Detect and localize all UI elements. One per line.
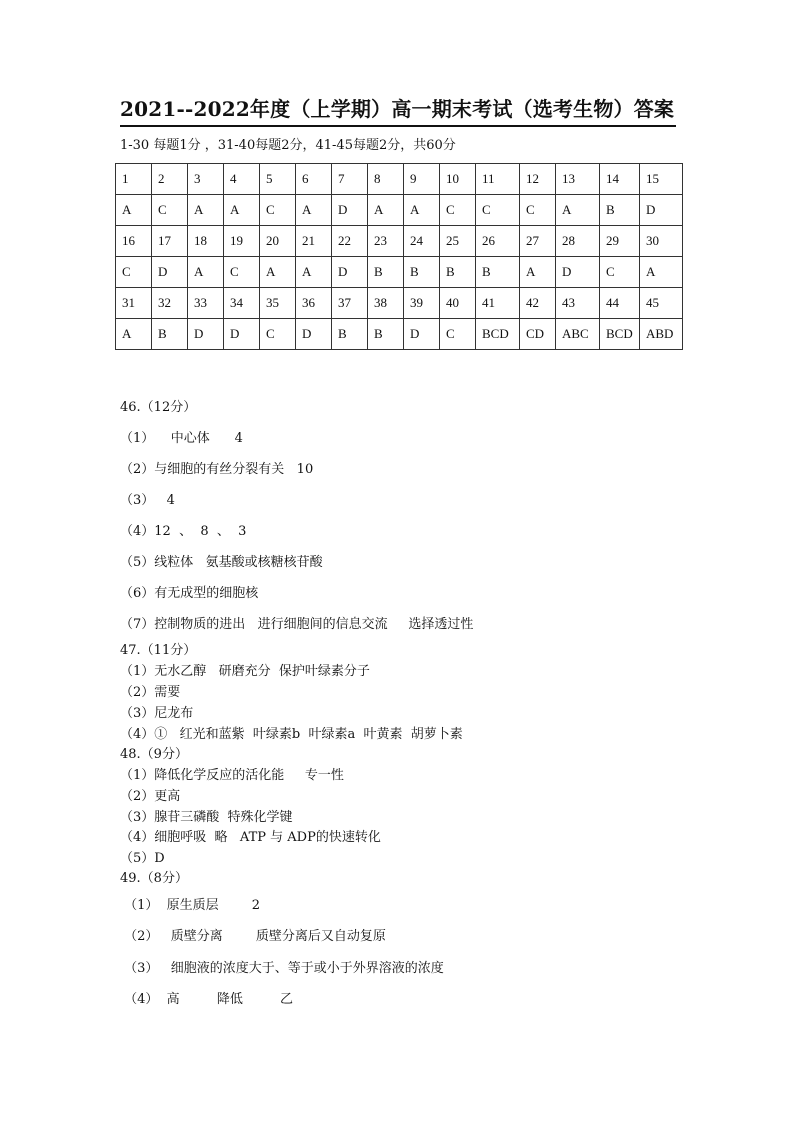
table-row-answers [116,257,683,288]
table-cell: D [404,319,440,350]
table-cell: A [188,195,224,226]
table-cell: 35 [260,288,296,319]
table-row-numbers [116,164,683,195]
table-cell: 1 [116,164,152,195]
answer-line: （2）更高 [120,789,181,804]
table-cell: 9 [404,164,440,195]
answer-line: （4） 高 降低 乙 [120,992,294,1007]
table-cell: A [296,195,332,226]
answer-line: （5）线粒体 氨基酸或核糖核苷酸 [120,555,323,570]
table-cell: 44 [600,288,640,319]
table-cell: 40 [440,288,476,319]
answer-line: （4）细胞呼吸 略 ATP 与 ADP的快速转化 [120,830,381,845]
table-cell: A [640,257,683,288]
table-cell: A [556,195,600,226]
table-cell: 19 [224,226,260,257]
table-cell: 15 [640,164,683,195]
table-cell: C [440,319,476,350]
table-cell: 39 [404,288,440,319]
table-cell: B [368,319,404,350]
answer-line: （3） 4 [120,493,175,508]
answer-line: （3）腺苷三磷酸 特殊化学键 [120,810,293,825]
table-cell: 43 [556,288,600,319]
table-row-numbers [116,226,683,257]
table-cell: D [556,257,600,288]
table-cell: B [404,257,440,288]
table-cell: A [188,257,224,288]
answer-line: （2）需要 [120,685,181,700]
table-cell: 32 [152,288,188,319]
table-cell: A [116,319,152,350]
answer-line: （1）降低化学反应的活化能 专一性 [120,768,344,783]
table-cell: 21 [296,226,332,257]
table-cell: D [152,257,188,288]
table-row-answers [116,319,683,350]
table-cell: 4 [224,164,260,195]
table-cell: B [332,319,368,350]
table-cell: B [600,195,640,226]
answer-line: 48.（9分） [120,747,188,762]
table-cell: 12 [520,164,556,195]
table-cell: C [260,195,296,226]
table-cell: B [368,257,404,288]
table-cell: C [520,195,556,226]
table-cell: D [332,195,368,226]
table-cell: 20 [260,226,296,257]
answer-line: （1） 中心体 4 [120,431,243,446]
table-cell: 7 [332,164,368,195]
answer-line: （4）12 、 8 、 3 [120,524,247,539]
table-cell: 2 [152,164,188,195]
table-cell: 16 [116,226,152,257]
table-cell: 13 [556,164,600,195]
table-cell: D [332,257,368,288]
table-cell: D [296,319,332,350]
table-cell: A [368,195,404,226]
table-cell: 34 [224,288,260,319]
answer-line: 46.（12分） [120,400,197,415]
table-cell: BCD [476,319,520,350]
table-cell: ABD [640,319,683,350]
table-cell: 23 [368,226,404,257]
table-cell: 36 [296,288,332,319]
table-cell: B [152,319,188,350]
table-cell: A [260,257,296,288]
table-cell: BCD [600,319,640,350]
table-cell: D [188,319,224,350]
answer-line: 47.（11分） [120,643,197,658]
answer-line: （1） 原生质层 2 [120,898,260,913]
table-row-numbers [116,288,683,319]
table-cell: 6 [296,164,332,195]
answer-line: （1）无水乙醇 研磨充分 保护叶绿素分子 [120,664,370,679]
table-cell: 27 [520,226,556,257]
table-cell: C [600,257,640,288]
answer-line: （5）D [120,851,165,866]
answer-line: （2） 质壁分离 质壁分离后又自动复原 [120,929,386,944]
table-cell: D [640,195,683,226]
table-cell: C [152,195,188,226]
answer-line: （6）有无成型的细胞核 [120,586,259,601]
answer-line: （3） 细胞液的浓度大于、等于或小于外界溶液的浓度 [120,961,444,976]
table-cell: 24 [404,226,440,257]
table-cell: 28 [556,226,600,257]
answer-line: （2）与细胞的有丝分裂有关 10 [120,462,314,477]
table-cell: 38 [368,288,404,319]
table-cell: 3 [188,164,224,195]
table-cell: 29 [600,226,640,257]
table-cell: 17 [152,226,188,257]
table-cell: C [116,257,152,288]
table-cell: ABC [556,319,600,350]
table-cell: 45 [640,288,683,319]
table-cell: C [440,195,476,226]
table-cell: 22 [332,226,368,257]
answer-line: 49.（8分） [120,871,188,886]
table-cell: 25 [440,226,476,257]
score-note: 1-30 每题1分 ，31-40每题2分，41-45每题2分，共60分 [120,138,456,153]
table-cell: 11 [476,164,520,195]
answer-line: （7）控制物质的进出 进行细胞间的信息交流 选择透过性 [120,617,474,632]
table-cell: 33 [188,288,224,319]
table-cell: 30 [640,226,683,257]
table-cell: A [296,257,332,288]
table-cell: 18 [188,226,224,257]
page-title: 2021--2022年度（上学期）高一期末考试（选考生物）答案 [120,93,676,127]
table-cell: B [440,257,476,288]
table-cell: C [476,195,520,226]
table-cell: A [224,195,260,226]
table-cell: 41 [476,288,520,319]
table-row-answers [116,195,683,226]
table-cell: C [260,319,296,350]
table-cell: B [476,257,520,288]
table-cell: A [404,195,440,226]
answer-line: （3）尼龙布 [120,706,194,721]
table-cell: 10 [440,164,476,195]
table-cell: 42 [520,288,556,319]
answer-line: （4）① 红光和蓝紫 叶绿素b 叶绿素a 叶黄素 胡萝卜素 [120,727,463,742]
table-cell: 5 [260,164,296,195]
table-cell: C [224,257,260,288]
table-cell: 14 [600,164,640,195]
table-cell: A [520,257,556,288]
table-cell: 8 [368,164,404,195]
table-cell: A [116,195,152,226]
answer-table [115,163,683,350]
table-cell: 26 [476,226,520,257]
table-cell: 37 [332,288,368,319]
table-cell: 31 [116,288,152,319]
table-cell: CD [520,319,556,350]
table-cell: D [224,319,260,350]
